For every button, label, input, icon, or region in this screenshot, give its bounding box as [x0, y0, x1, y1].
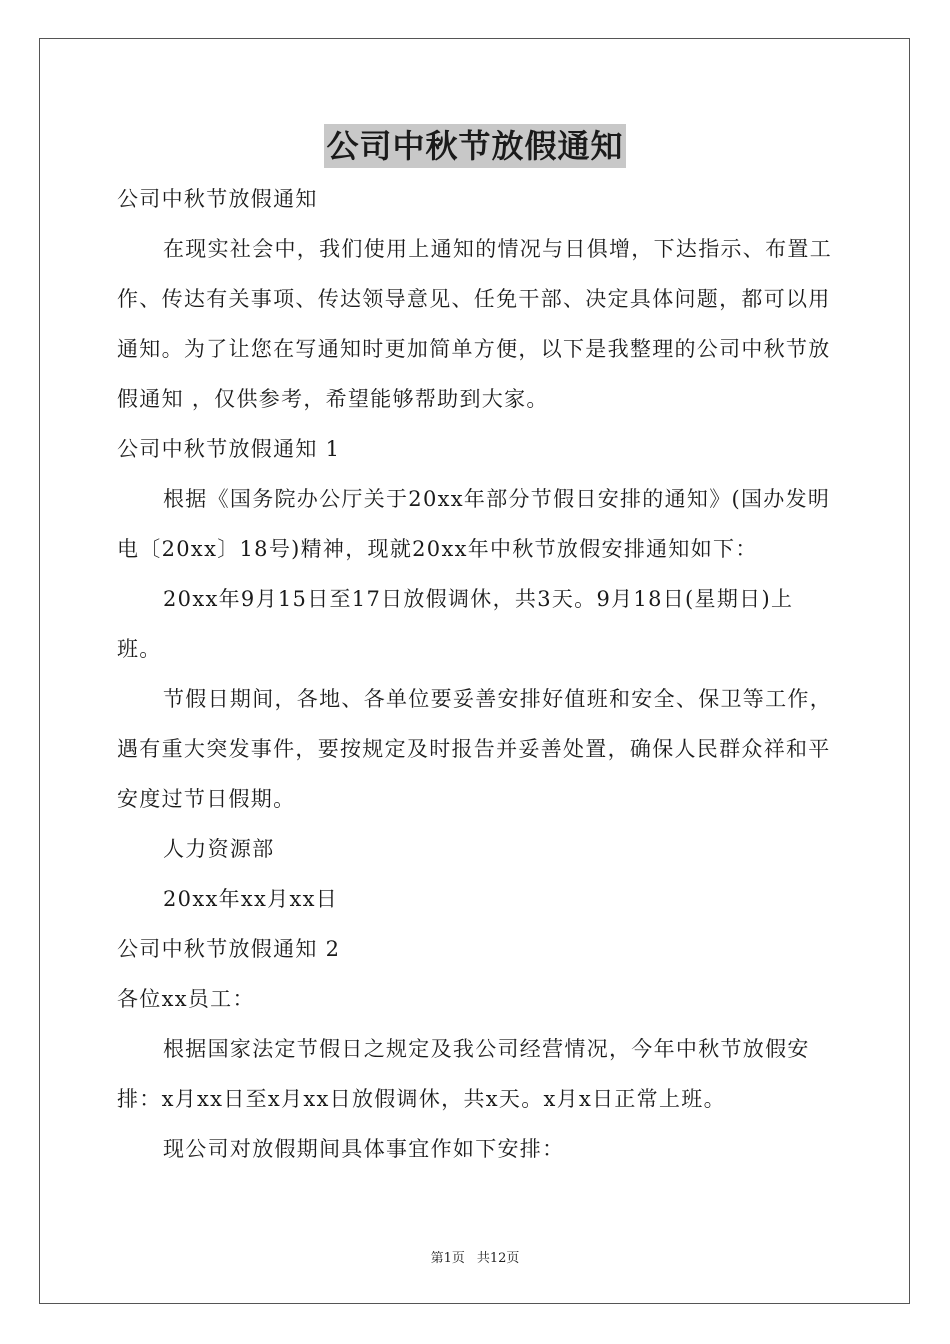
signature-date: 20xx年xx月xx日 — [163, 887, 339, 911]
paragraph: 现公司对放假期间具体事宜作如下安排： — [163, 1137, 565, 1161]
paragraph: 20xx年9月15日至17日放假调休，共3天。9月18日(星期日)上班。 — [117, 587, 794, 661]
title-container — [0, 124, 950, 168]
signature-department: 人力资源部 — [163, 837, 275, 861]
page-footer — [0, 1247, 950, 1266]
document-body — [117, 174, 837, 1174]
paragraph: 节假日期间，各地、各单位要妥善安排好值班和安全、保卫等工作，遇有重大突发事件，要按规定及时报告并妥善处置，确保人民群众祥和平安度过节日假期。 — [117, 687, 832, 811]
paragraph: 在现实社会中，我们使用上通知的情况与日俱增，下达指示、布置工作、传达有关事项、传达领导意见、任免干部、决定具体问题，都可以用通知。为了让您在写通知时更加简单方便，以下是我整理的公司中秋节放假通知 ，仅供参考，希望能够帮助到大家。 — [117, 237, 832, 411]
document-title: 公司中秋节放假通知 — [324, 124, 625, 168]
paragraph: 根据国家法定节假日之规定及我公司经营情况，今年中秋节放假安排：x月xx日至x月xx日放假调休，共x天。x月x日正常上班。 — [117, 1037, 810, 1111]
paragraph: 公司中秋节放假通知 — [117, 187, 318, 211]
salutation: 各位xx员工： — [117, 987, 255, 1011]
section-heading: 公司中秋节放假通知 1 — [117, 437, 341, 461]
paragraph: 根据《国务院办公厅关于20xx年部分节假日安排的通知》(国办发明电〔20xx〕18号)精神，现就20xx年中秋节放假安排通知如下： — [117, 487, 831, 561]
section-heading: 公司中秋节放假通知 2 — [117, 937, 341, 961]
page-total: 共12页 — [476, 1251, 520, 1266]
page-number: 第1页 — [430, 1251, 465, 1266]
